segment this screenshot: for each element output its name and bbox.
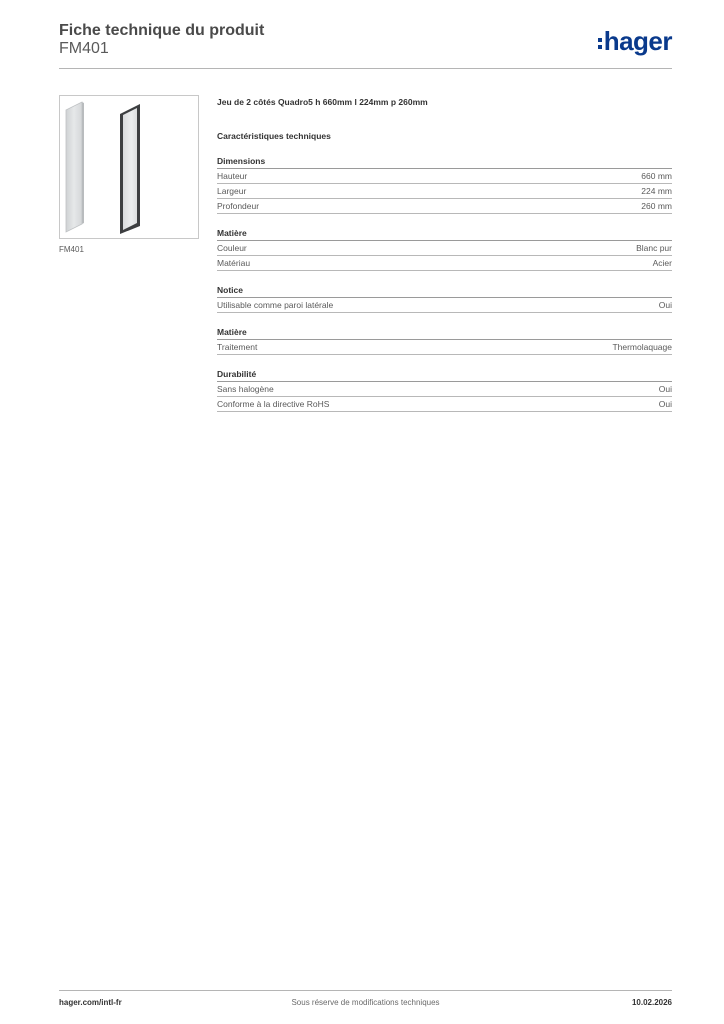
spec-group-durability bbox=[217, 368, 672, 412]
spec-row bbox=[217, 241, 672, 256]
spec-group-treatment bbox=[217, 326, 672, 355]
spec-value: Thermolaquage bbox=[612, 342, 672, 352]
spec-group-title: Durabilité bbox=[217, 368, 672, 382]
spec-group-material bbox=[217, 227, 672, 271]
spec-group-dimensions bbox=[217, 155, 672, 214]
spec-row bbox=[217, 169, 672, 184]
product-reference: FM401 bbox=[59, 40, 109, 57]
spec-group-title: Matière bbox=[217, 227, 672, 241]
specs-heading: Caractéristiques techniques bbox=[217, 131, 331, 141]
spec-row bbox=[217, 256, 672, 271]
spec-value: Oui bbox=[658, 300, 672, 310]
spec-value: Acier bbox=[652, 258, 672, 268]
spec-group-title: Dimensions bbox=[217, 155, 672, 169]
technical-content bbox=[217, 96, 672, 412]
spec-row bbox=[217, 340, 672, 355]
side-panels-icon bbox=[60, 96, 198, 238]
image-caption: FM401 bbox=[59, 245, 84, 254]
page-footer bbox=[59, 998, 672, 1010]
spec-label: Couleur bbox=[217, 243, 247, 253]
product-description: Jeu de 2 côtés Quadro5 h 660mm l 224mm p 260mm bbox=[217, 97, 428, 107]
footer-date: 10.02.2026 bbox=[631, 998, 672, 1007]
spec-value: Blanc pur bbox=[636, 243, 672, 253]
footer-disclaimer: Sous réserve de modifications techniques bbox=[291, 998, 440, 1007]
header-divider bbox=[59, 68, 672, 69]
spec-row bbox=[217, 298, 672, 313]
spec-label: Hauteur bbox=[217, 171, 248, 181]
spec-row bbox=[217, 199, 672, 214]
spec-value: Oui bbox=[658, 399, 672, 409]
spec-row bbox=[217, 382, 672, 397]
spec-label: Sans halogène bbox=[217, 384, 274, 394]
spec-value: 224 mm bbox=[641, 186, 672, 196]
spec-label: Traitement bbox=[217, 342, 258, 352]
page-header bbox=[59, 20, 672, 68]
hager-logo bbox=[598, 26, 672, 56]
spec-value: 660 mm bbox=[641, 171, 672, 181]
spec-group-title: Notice bbox=[217, 284, 672, 298]
spec-row bbox=[217, 397, 672, 412]
footer-divider bbox=[59, 990, 672, 991]
spec-group-notice bbox=[217, 284, 672, 313]
spec-row bbox=[217, 184, 672, 199]
product-image bbox=[59, 95, 199, 239]
logo-dots-icon bbox=[598, 37, 602, 51]
logo-text: hager bbox=[603, 26, 672, 56]
spec-value: 260 mm bbox=[641, 201, 672, 211]
spec-label: Largeur bbox=[217, 186, 247, 196]
spec-label: Conforme à la directive RoHS bbox=[217, 399, 330, 409]
document-title: Fiche technique du produit bbox=[59, 22, 265, 39]
spec-label: Utilisable comme paroi latérale bbox=[217, 300, 334, 310]
spec-value: Oui bbox=[658, 384, 672, 394]
spec-label: Matériau bbox=[217, 258, 251, 268]
spec-group-title: Matière bbox=[217, 326, 672, 340]
spec-label: Profondeur bbox=[217, 201, 260, 211]
footer-website-link[interactable]: hager.com/intl-fr bbox=[59, 998, 122, 1007]
